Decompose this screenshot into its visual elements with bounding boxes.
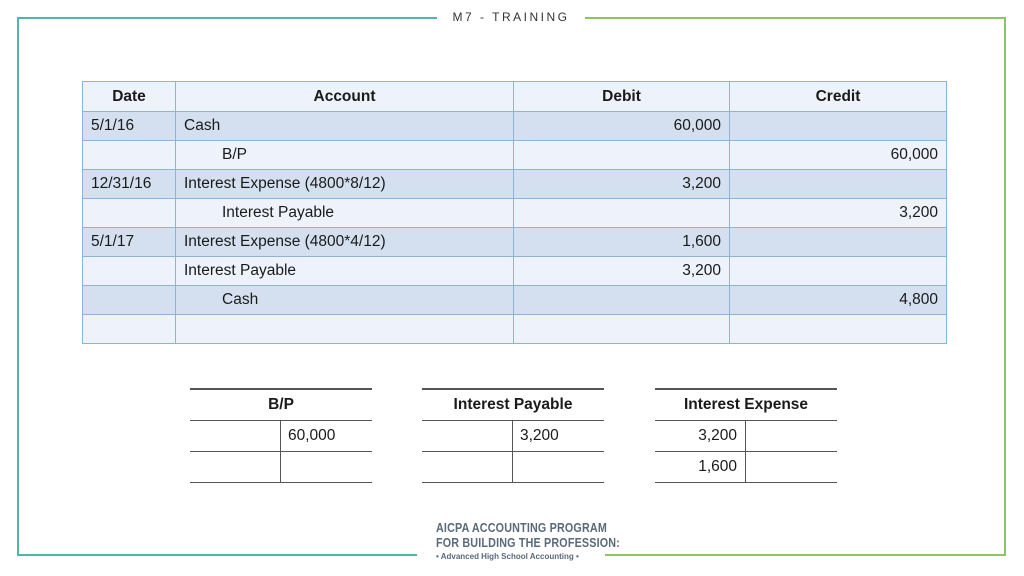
t-account-title: Interest Payable (422, 390, 604, 421)
journal-table (82, 81, 947, 344)
t-account-debit-cell: 1,600 (655, 452, 746, 482)
cell-credit (730, 228, 947, 257)
cell-debit: 1,600 (514, 228, 730, 257)
t-account-debit-cell (422, 421, 513, 451)
cell-credit: 3,200 (730, 199, 947, 228)
t-account-row (422, 452, 604, 483)
logo-line-1: AICPA ACCOUNTING PROGRAM (436, 521, 607, 535)
cell-account: B/P (176, 141, 514, 170)
cell-account: Interest Payable (176, 199, 514, 228)
frame-bottom-left-line (17, 554, 417, 556)
journal-row (83, 170, 947, 199)
column-header-account: Account (176, 82, 514, 112)
t-account-credit-cell: 60,000 (288, 426, 336, 444)
slide-title: M7 - TRAINING (452, 10, 570, 24)
t-account-debit-cell (190, 421, 281, 451)
cell-credit (730, 315, 947, 344)
t-account-credit-cell: 3,200 (520, 426, 559, 444)
cell-debit: 3,200 (514, 257, 730, 286)
logo-line-2: FOR BUILDING THE PROFESSION: (436, 536, 620, 550)
cell-account: Cash (176, 112, 514, 141)
cell-account: Interest Expense (4800*4/12) (176, 228, 514, 257)
journal-row (83, 112, 947, 141)
cell-debit (514, 141, 730, 170)
journal-row (83, 228, 947, 257)
journal-row (83, 257, 947, 286)
cell-credit (730, 170, 947, 199)
frame-left-line (17, 17, 19, 556)
journal-row (83, 141, 947, 170)
cell-credit: 4,800 (730, 286, 947, 315)
cell-date (83, 286, 176, 315)
cell-account: Interest Payable (176, 257, 514, 286)
frame-top-left-line (17, 17, 437, 19)
cell-date: 5/1/17 (83, 228, 176, 257)
journal-row (83, 286, 947, 315)
t-account-row (655, 452, 837, 483)
t-account-title: Interest Expense (655, 390, 837, 421)
column-header-date: Date (83, 82, 176, 112)
cell-date (83, 315, 176, 344)
frame-bottom-right-line (605, 554, 1006, 556)
cell-debit: 60,000 (514, 112, 730, 141)
journal-row (83, 199, 947, 228)
cell-account (176, 315, 514, 344)
cell-date (83, 257, 176, 286)
cell-debit (514, 315, 730, 344)
cell-date (83, 141, 176, 170)
t-account-row (190, 452, 372, 483)
t-account-row (190, 421, 372, 452)
t-account-credit-cell (513, 452, 604, 482)
cell-debit (514, 286, 730, 315)
t-account-credit-cell (281, 452, 372, 482)
journal-header-row (83, 82, 947, 112)
t-account-debit-cell (422, 452, 513, 482)
cell-account: Interest Expense (4800*8/12) (176, 170, 514, 199)
t-account-row (422, 421, 604, 452)
column-header-credit: Credit (730, 82, 947, 112)
cell-debit (514, 199, 730, 228)
t-account-debit-cell: 3,200 (655, 421, 746, 451)
logo-line-3: • Advanced High School Accounting • (436, 552, 579, 561)
cell-date (83, 199, 176, 228)
t-account-debit-cell (190, 452, 281, 482)
t-account-credit-cell (746, 421, 837, 451)
t-account-credit-cell (746, 452, 837, 482)
cell-date: 5/1/16 (83, 112, 176, 141)
cell-credit (730, 112, 947, 141)
t-account-row (655, 421, 837, 452)
column-header-debit: Debit (514, 82, 730, 112)
frame-top-right-line (585, 17, 1006, 19)
journal-row (83, 315, 947, 344)
t-account-interest-expense (655, 388, 837, 483)
cell-debit: 3,200 (514, 170, 730, 199)
cell-credit (730, 257, 947, 286)
t-account-bp (190, 388, 372, 483)
cell-credit: 60,000 (730, 141, 947, 170)
cell-date: 12/31/16 (83, 170, 176, 199)
t-account-title: B/P (190, 390, 372, 421)
aicpa-logo (436, 521, 620, 562)
cell-account: Cash (176, 286, 514, 315)
t-account-interest-payable (422, 388, 604, 483)
frame-right-line (1004, 17, 1006, 556)
